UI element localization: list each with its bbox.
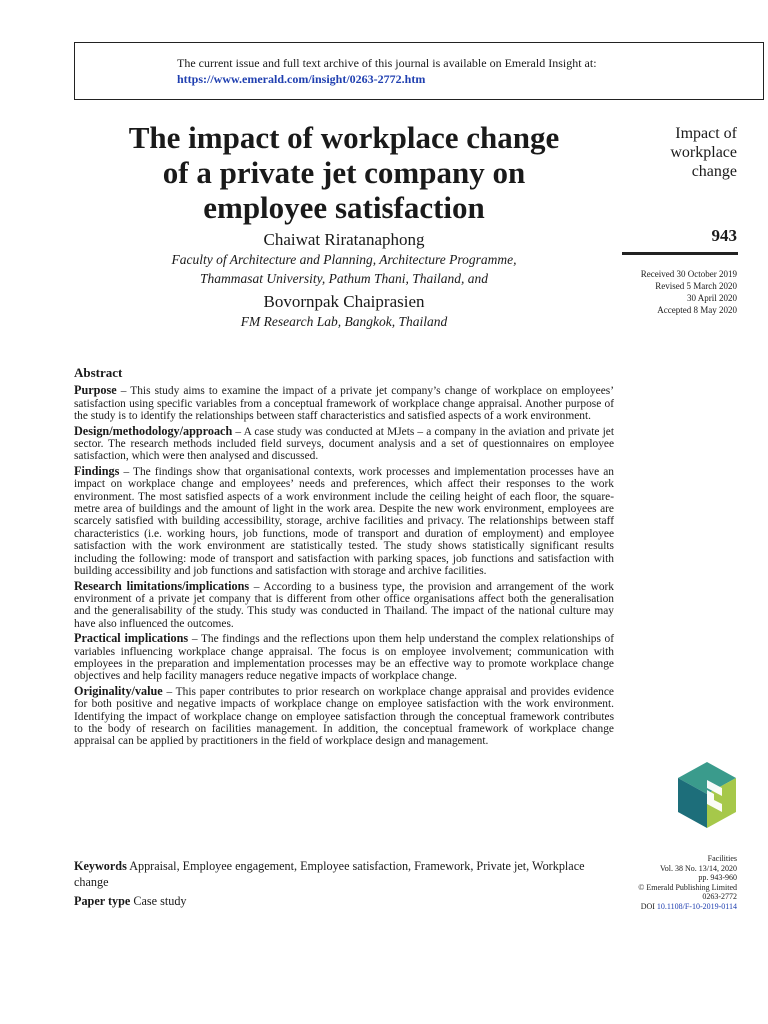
journal-info-line: Facilities — [707, 854, 737, 863]
section-label: Originality/value — [74, 683, 163, 698]
abstract-section-originality — [74, 685, 614, 748]
journal-info-line: Vol. 38 No. 13/14, 2020 — [660, 863, 737, 873]
abstract-section-design — [74, 425, 614, 463]
author-affiliation — [74, 250, 614, 288]
history-line: Revised 5 March 2020 — [655, 281, 737, 291]
journal-info-line: 0263-2772 — [702, 892, 737, 902]
abstract-heading: Abstract — [74, 365, 123, 380]
page-number: 943 — [711, 226, 737, 245]
paper-type — [74, 894, 614, 909]
section-label: Design/methodology/approach — [74, 423, 233, 438]
journal-info — [600, 854, 737, 912]
abstract-section-practical — [74, 632, 614, 683]
access-notice-box — [74, 42, 764, 100]
keywords-label: Keywords — [74, 859, 127, 873]
running-head-line: Impact of — [675, 125, 737, 142]
article-title — [74, 120, 614, 225]
affiliation-line: Thammasat University, Pathum Thani, Thailand, and — [199, 271, 488, 286]
abstract-section-purpose — [74, 384, 614, 422]
section-label: Practical implications — [74, 631, 189, 646]
running-head — [620, 124, 737, 181]
author-name: Chaiwat Riratanaphong — [263, 230, 425, 249]
keywords — [74, 858, 614, 890]
abstract — [74, 367, 614, 750]
title-line: employee satisfaction — [203, 190, 485, 225]
section-text: – According to a business type, the provision and arrangement of the work environment of a private jet company that is different from other office organisations affect both the generalisation and the generalisability of the study. This study was conducted in Thailand. The impact of the national culture may have also influenced the outcomes. — [74, 580, 615, 630]
abstract-section-findings — [74, 465, 614, 578]
affiliation-line: FM Research Lab, Bangkok, Thailand — [240, 314, 448, 329]
margin-divider — [622, 252, 738, 255]
title-line: The impact of workplace change — [128, 120, 560, 155]
journal-url-link[interactable]: https://www.emerald.com/insight/0263-2772.htm — [177, 72, 426, 86]
doi-prefix: DOI — [640, 901, 655, 911]
section-label: Purpose — [74, 383, 117, 398]
emerald-logo-icon — [676, 760, 738, 830]
history-line: Accepted 8 May 2020 — [657, 305, 737, 315]
history-line: Received 30 October 2019 — [640, 269, 737, 279]
section-text: – The findings and the reflections upon them help understand the complex relationships of variables influencing workplace change appraisal. The focus is on employee involvement; communication with employees in the preparation and implementation processes may be an effective way to promote workplace change objectives and help facility managers reduce negative impacts of workplace change. — [74, 633, 614, 683]
section-label: Research limitations/implications — [74, 578, 250, 593]
section-text: – The findings show that organisational contexts, work processes and implementation processes have an impact on workplace change and employees’ needs and preferences, which affect their responses to the work environment. The most satisfied aspects of a work environment include the ceiling height of each floor, the square-metre area of buildings and the amount of light in the work area. Despite the new work environment, employees are scarcely satisfied with building accessibility, storage, archive facilities and privacy. The relationships between staff characteristics (i.e. working hours, job functions, mode of transport and duration of employment) and employee satisfaction with the work environment are statistically tested. The study shows statistically significant results including the following: mode of transport and satisfaction with parking spaces, job functions and satisfaction with building accessibility and job functions and satisfaction with storage and archive facilities. — [74, 465, 614, 578]
running-head-line: workplace — [670, 144, 737, 161]
affiliation-line: Faculty of Architecture and Planning, Architecture Programme, — [171, 252, 517, 267]
journal-info-line: pp. 943-960 — [698, 873, 737, 883]
author-name: Bovornpak Chaiprasien — [263, 292, 425, 311]
author-affiliation — [74, 312, 614, 331]
submission-history — [600, 268, 737, 316]
section-text: – This paper contributes to prior research on workplace change appraisal and provides evidence for both positive and negative impacts of workplace change on employee satisfaction with the work environment. Identifying the impact of workplace change on employee satisfaction through the conceptual framework contributes to the body of research on facilities management. In addition, the conceptual framework of workplace change appraisal can be applied by practitioners in the field of workplace design and management. — [74, 685, 614, 748]
paper-type-text: Case study — [133, 894, 187, 908]
paper-type-label: Paper type — [74, 894, 131, 908]
doi-line — [600, 902, 737, 912]
title-line: of a private jet company on — [162, 155, 526, 190]
abstract-section-limitations — [74, 580, 614, 631]
doi-link[interactable]: 10.1108/F-10-2019-0114 — [656, 901, 737, 911]
keywords-text: Appraisal, Employee engagement, Employee satisfaction, Framework, Private jet, Workplace change — [74, 859, 585, 889]
running-head-line: change — [691, 163, 737, 180]
history-line: 30 April 2020 — [686, 293, 737, 303]
section-text: – This study aims to examine the impact of a private jet company’s change of workplace on employees’ satisfaction using specific variables from a conceptual framework of workplace change appraisal. Another purpose of the study is to identify the relationships between staff characteristics and satisfied aspects of a work environment. — [74, 385, 614, 423]
section-text: – A case study was conducted at MJets – a company in the aviation and private jet sector. The research methods included field surveys, document analysis and a set of questionnaires on employee satisfaction, which were then analysed and discussed. — [74, 425, 614, 463]
section-label: Findings — [74, 463, 120, 478]
access-notice-text: The current issue and full text archive of this journal is available on Emerald Insight at: — [177, 56, 597, 70]
journal-info-line: © Emerald Publishing Limited — [638, 882, 737, 892]
